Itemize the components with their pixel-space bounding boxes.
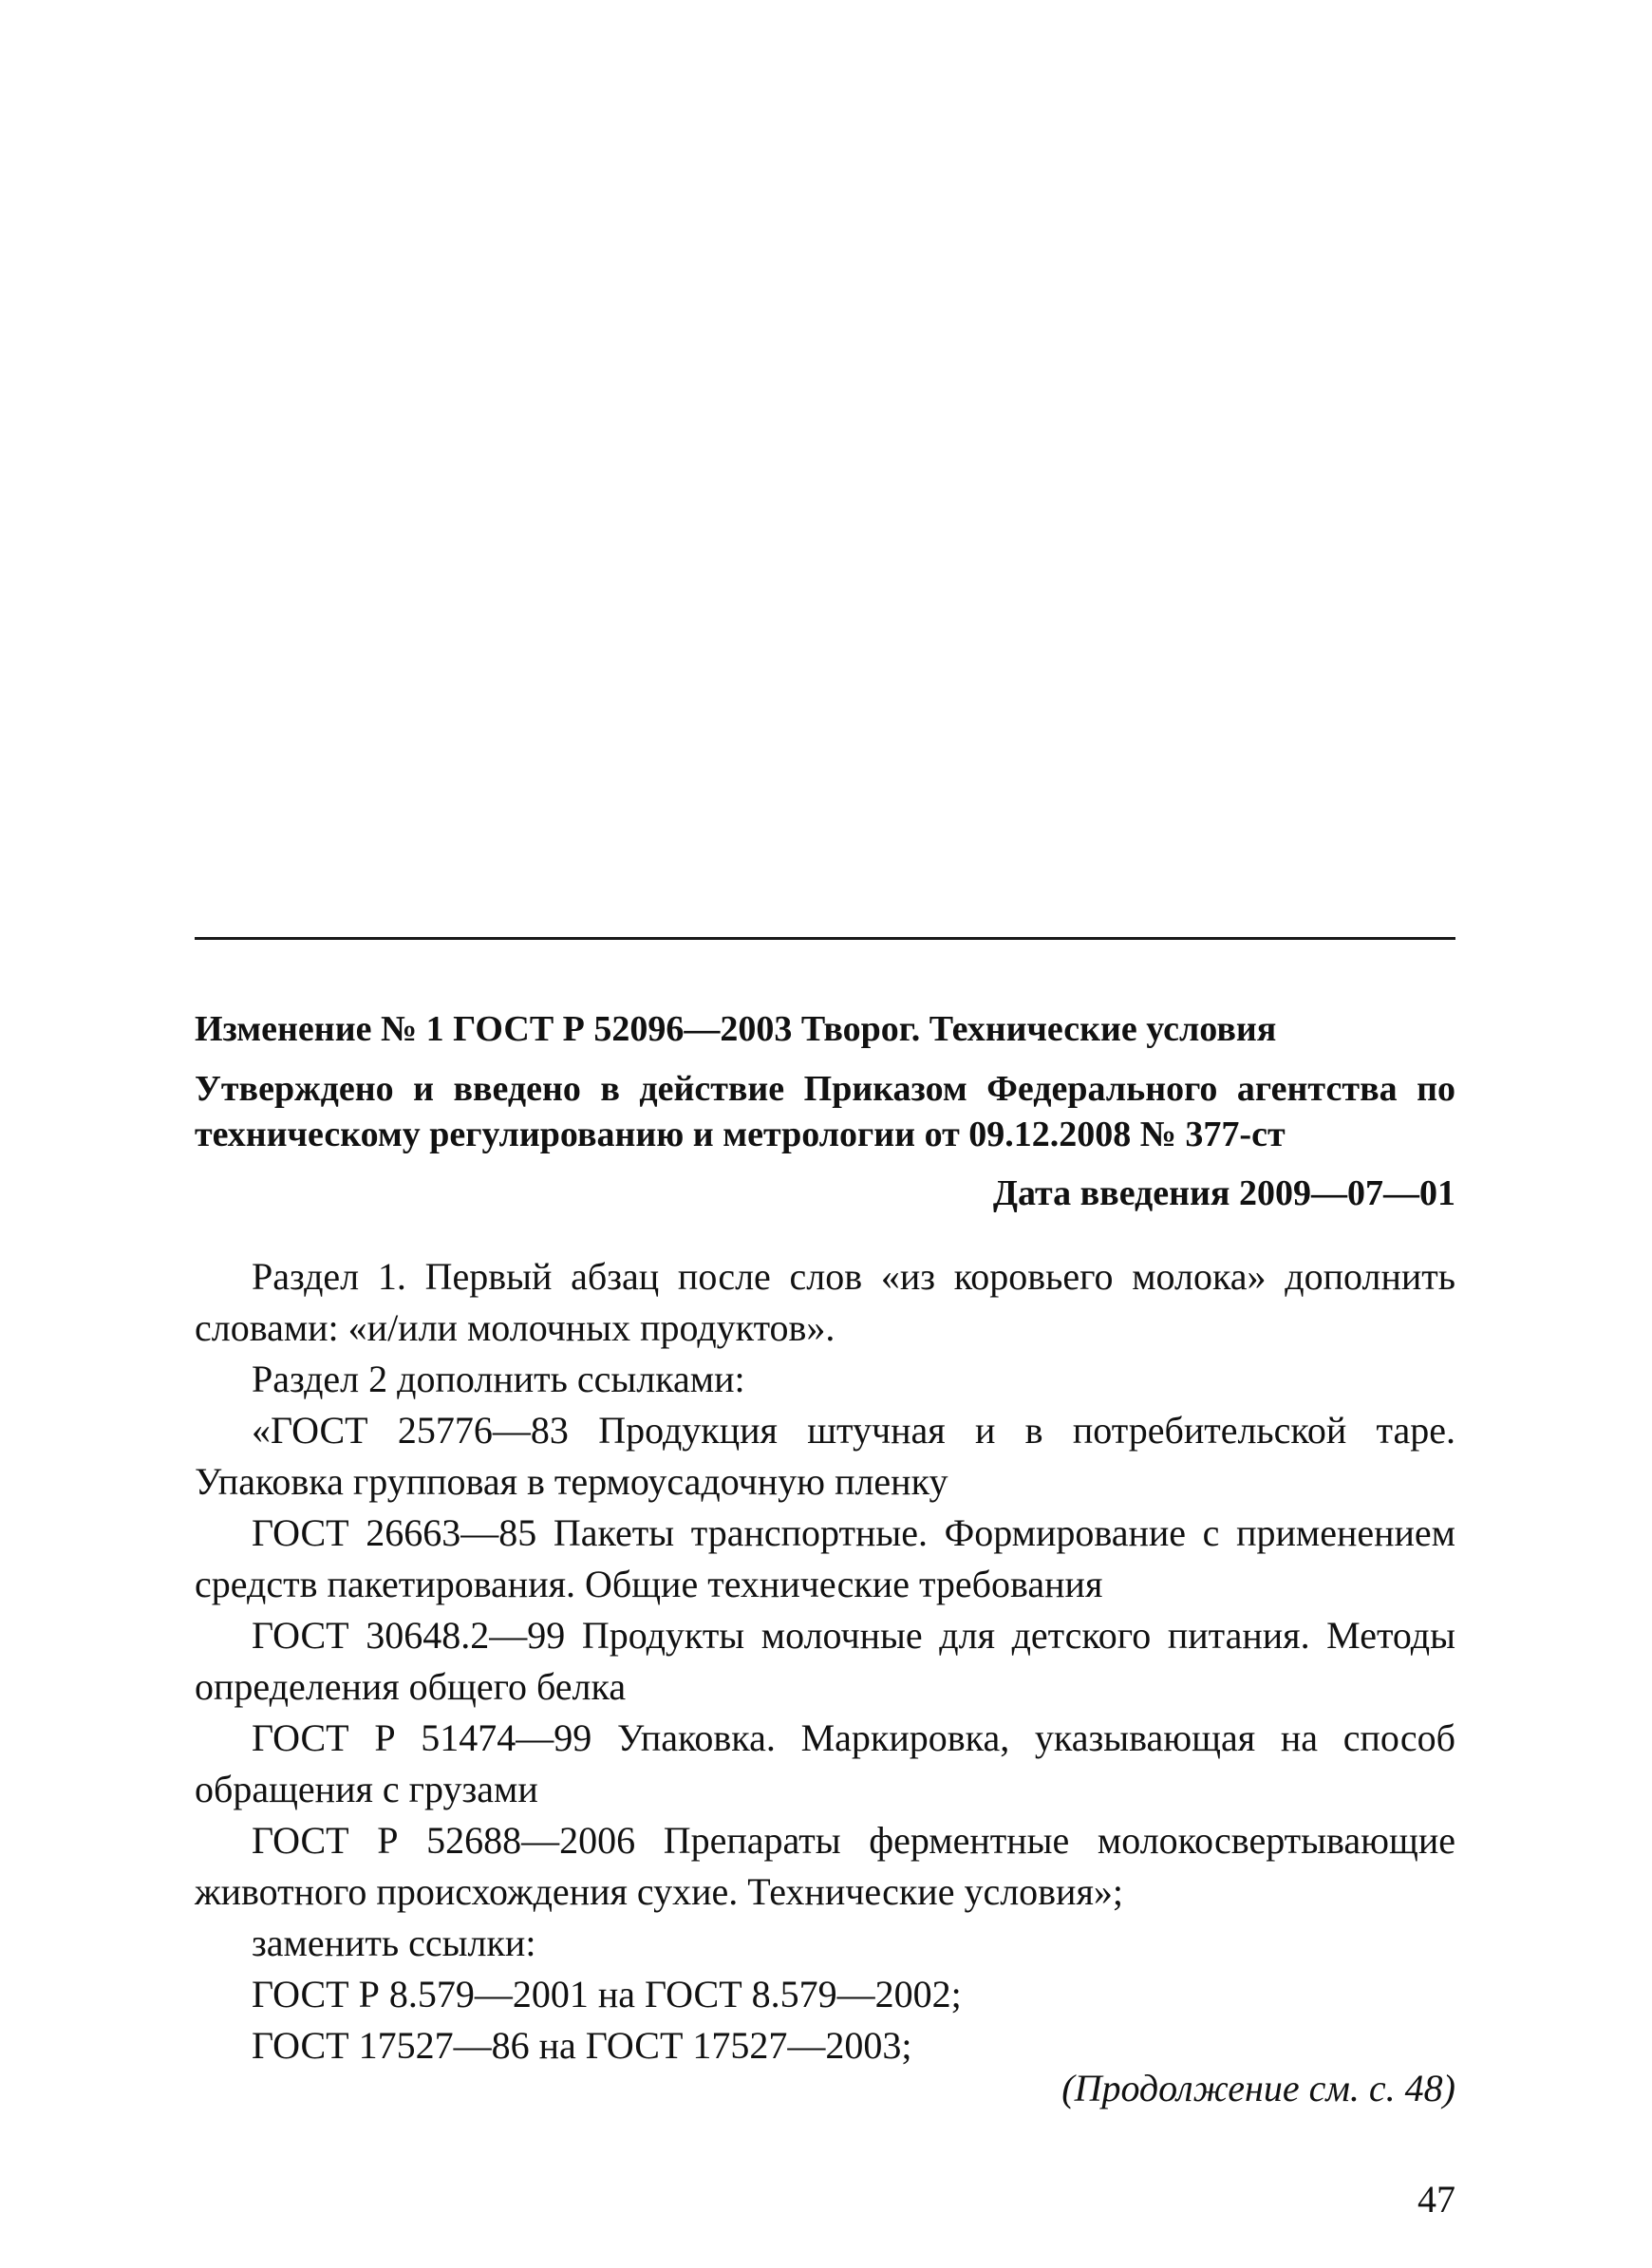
page-number: 47 [1417,2178,1455,2221]
paragraph: ГОСТ Р 51474—99 Упаковка. Маркировка, указывающая на способ обращения с грузами [195,1716,1455,1810]
approval-statement: Утверждено и введено в действие Приказом Федерального агентства по техническому регулированию и метрологии от 09.12.2008 № 377-ст [195,1069,1455,1154]
paragraph: ГОСТ Р 52688—2006 Препараты ферментные молокосвертывающие животного происхождения сухие. Технические условия»; [195,1819,1455,1913]
continuation-note: (Продолжение см. с. 48) [1061,2067,1455,2109]
paragraph: Раздел 2 дополнить ссылками: [252,1358,745,1400]
paragraph: ГОСТ 30648.2—99 Продукты молочные для детского питания. Методы определения общего белка [195,1614,1455,1708]
header-divider [195,937,1455,940]
paragraph: ГОСТ 17527—86 на ГОСТ 17527—2003; [252,2024,912,2067]
amendment-body [195,1251,1455,2071]
paragraph: заменить ссылки: [252,1921,536,1964]
amendment-title: Изменение № 1 ГОСТ Р 52096—2003 Творог. Технические условия [195,1009,1277,1049]
effective-date: Дата введения 2009—07—01 [992,1173,1455,1213]
paragraph: ГОСТ Р 8.579—2001 на ГОСТ 8.579—2002; [252,1973,962,2015]
paragraph: ГОСТ 26663—85 Пакеты транспортные. Формирование с применением средств пакетирования. Общие технические требования [195,1511,1455,1605]
paragraph: Раздел 1. Первый абзац после слов «из коровьего молока» дополнить словами: «и/или молочных продуктов». [195,1255,1455,1349]
paragraph: «ГОСТ 25776—83 Продукция штучная и в потребительской таре. Упаковка групповая в термоусадочную пленку [195,1409,1455,1503]
